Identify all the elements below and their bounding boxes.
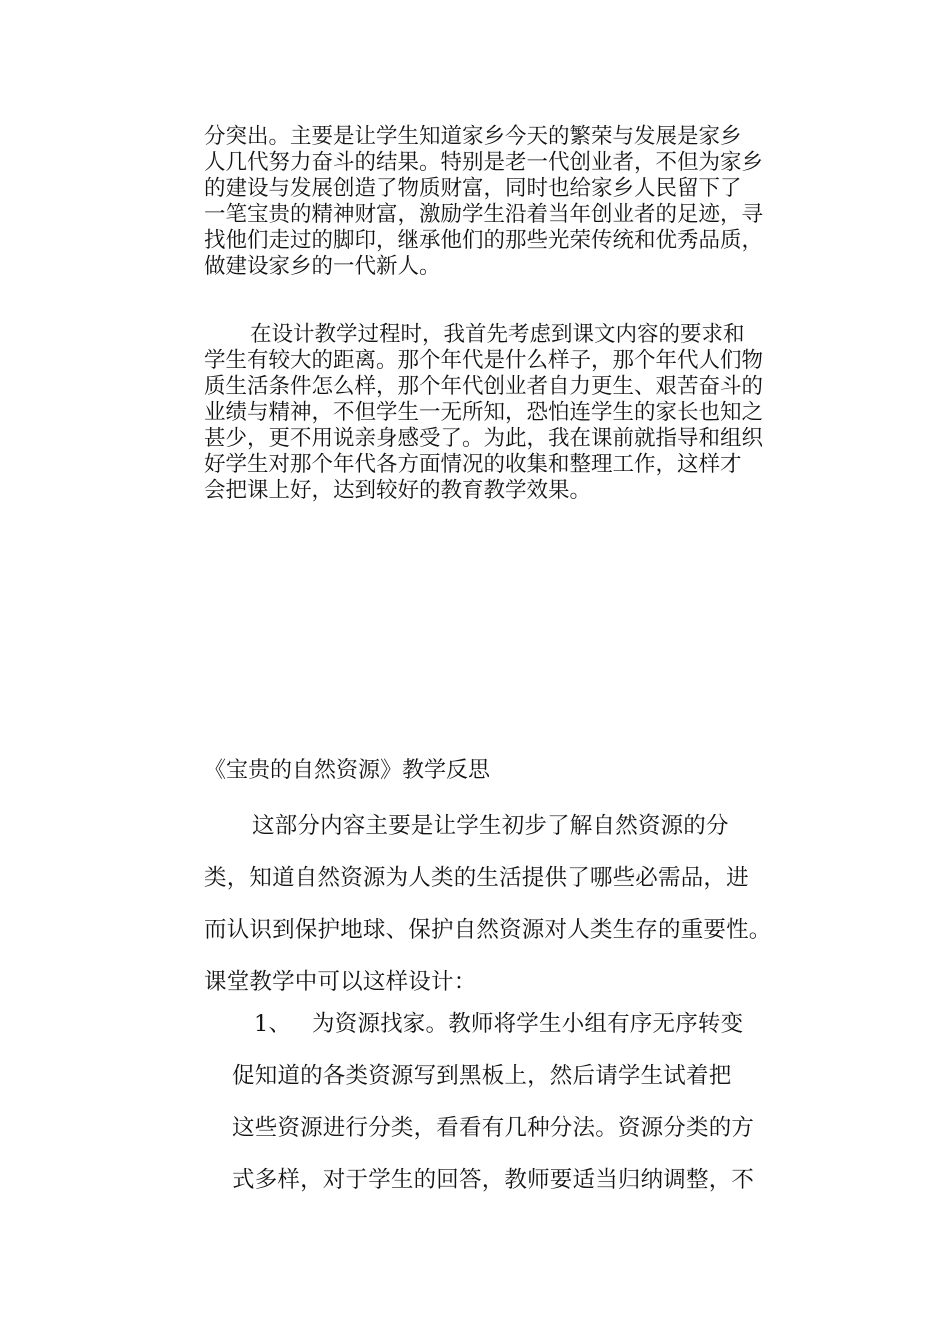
text-line: 这部分内容主要是让学生初步了解自然资源的分 bbox=[252, 813, 729, 839]
text-line: 学生有较大的距离。那个年代是什么样子，那个年代人们物 bbox=[204, 348, 764, 373]
paragraph-2 bbox=[204, 322, 763, 504]
text-line: 做建设家乡的一代新人。 bbox=[204, 254, 441, 279]
list-number: 1、 bbox=[254, 1011, 292, 1037]
text-line: 会把课上好，达到较好的教育教学效果。 bbox=[204, 478, 592, 503]
text-line: 分突出。主要是让学生知道家乡今天的繁荣与发展是家乡 bbox=[204, 124, 742, 149]
text-line: 为资源找家。教师将学生小组有序无序转变 bbox=[312, 1011, 744, 1037]
list-item-first-line bbox=[232, 998, 754, 1050]
text-line: 甚少，更不用说亲身感受了。为此，我在课前就指导和组织 bbox=[204, 426, 764, 451]
text-line: 促知道的各类资源写到黑板上，然后请学生试着把 bbox=[232, 1063, 732, 1089]
paragraph-1 bbox=[204, 124, 763, 280]
text-line: 的建设与发展创造了物质财富，同时也给家乡人民留下了 bbox=[204, 176, 742, 201]
text-line: 而认识到保护地球、保护自然资源对人类生存的重要性。 bbox=[204, 917, 772, 943]
section-intro bbox=[204, 800, 772, 1008]
text-line: 好学生对那个年代各方面情况的收集和整理工作，这样才 bbox=[204, 452, 742, 477]
text-line: 这些资源进行分类，看看有几种分法。资源分类的方 bbox=[232, 1115, 755, 1141]
text-line: 质生活条件怎么样，那个年代创业者自力更生、艰苦奋斗的 bbox=[204, 374, 764, 399]
text-line: 业绩与精神，不但学生一无所知，恐怕连学生的家长也知之 bbox=[204, 400, 764, 425]
text-line: 课堂教学中可以这样设计： bbox=[204, 969, 477, 995]
text-line: 找他们走过的脚印，继承他们的那些光荣传统和优秀品质， bbox=[204, 228, 764, 253]
text-line: 一笔宝贵的精神财富，激励学生沿着当年创业者的足迹，寻 bbox=[204, 202, 764, 227]
section-title: 《宝贵的自然资源》教学反思 bbox=[204, 758, 491, 783]
text-line: 人几代努力奋斗的结果。特别是老一代创业者，不但为家乡 bbox=[204, 150, 764, 175]
list-item-1 bbox=[232, 998, 754, 1206]
text-line: 式多样，对于学生的回答，教师要适当归纳调整，不 bbox=[232, 1167, 755, 1193]
text-line: 在设计教学过程时，我首先考虑到课文内容的要求和 bbox=[250, 322, 745, 347]
text-line: 类，知道自然资源为人类的生活提供了哪些必需品，进 bbox=[204, 865, 749, 891]
